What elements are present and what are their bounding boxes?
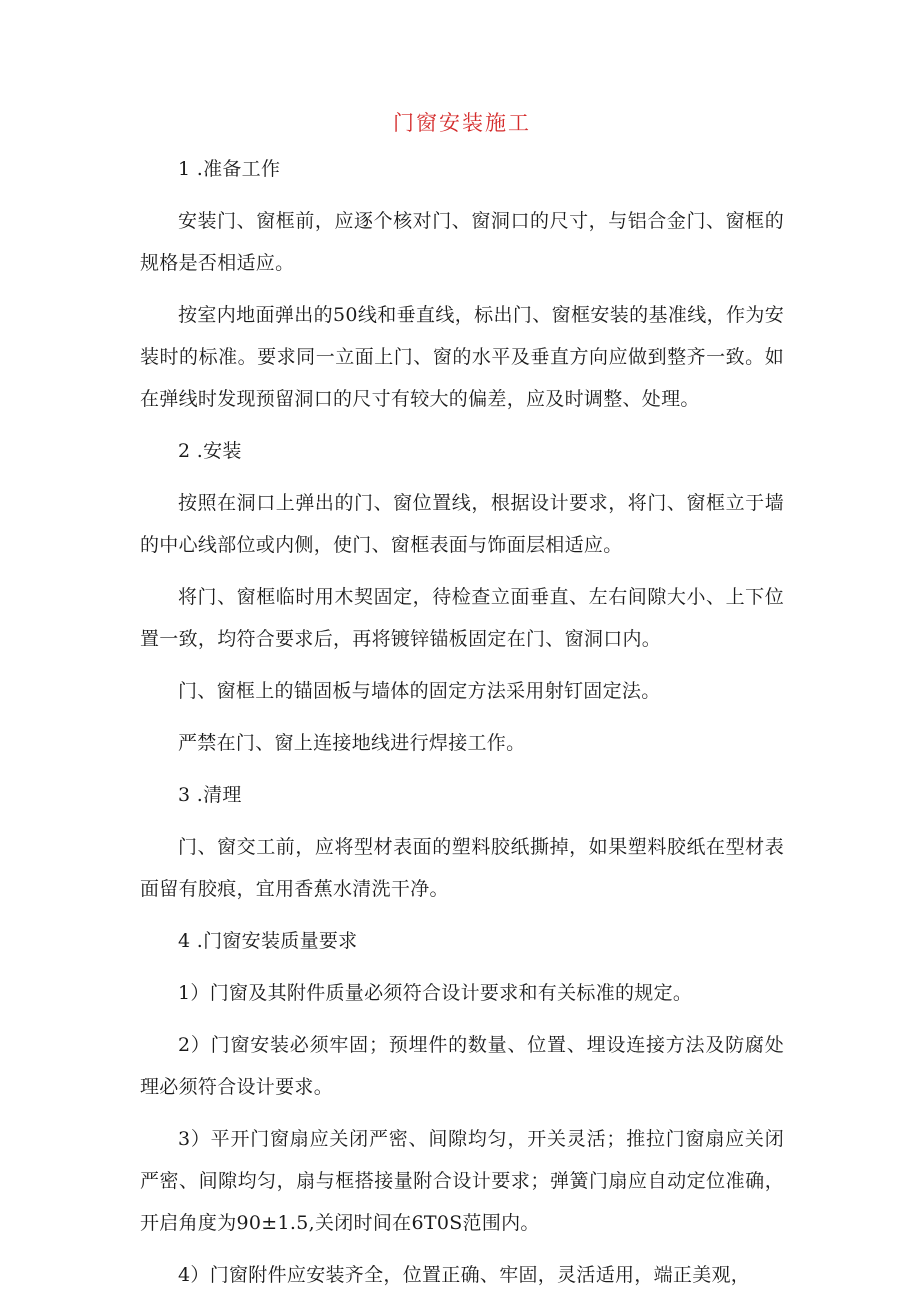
list-item-quality-4: 4）门窗附件应安装齐全，位置正确、牢固，灵活适用，端正美观， (178, 1264, 751, 1286)
paragraph-baseline-marking: 按室内地面弹出的50线和垂直线，标出门、窗框安装的基准线，作为安装时的标准。要求同一立面上门、窗的水平及垂直方向应做到整齐一致。如在弹线时发现预留洞口的尺寸有较大的偏差，应及时调整、处理。 (140, 304, 784, 410)
list-item-quality-1: 1）门窗及其附件质量必须符合设计要求和有关标准的规定。 (178, 982, 693, 1004)
list-item-quality-2: 2）门窗安装必须牢固；预埋件的数量、位置、埋设连接方法及防腐处理必须符合设计要求。 (140, 1034, 784, 1098)
section-heading-installation: 2 .安装 (178, 440, 242, 462)
paragraph-check-openings: 安装门、窗框前，应逐个核对门、窗洞口的尺寸，与铝合金门、窗框的规格是否相适应。 (140, 210, 784, 274)
paragraph-frame-position: 按照在洞口上弹出的门、窗位置线，根据设计要求，将门、窗框立于墙的中心线部位或内侧，使门、窗框表面与饰面层相适应。 (140, 492, 784, 556)
paragraph-anchor-method: 门、窗框上的锚固板与墙体的固定方法采用射钉固定法。 (178, 680, 661, 702)
list-item-quality-3: 3）平开门窗扇应关闭严密、间隙均匀，开关灵活；推拉门窗扇应关闭严密、间隙均匀，扇与框搭接量附合设计要求；弹簧门扇应自动定位准确，开启角度为90±1.5,关闭时间在6T0S范围内。 (140, 1128, 784, 1234)
document-title: 门窗安装施工 (393, 111, 531, 135)
section-heading-preparation: 1 .准备工作 (178, 158, 281, 180)
document-body (140, 108, 784, 1306)
paragraph-cleaning: 门、窗交工前，应将型材表面的塑料胶纸撕掉，如果塑料胶纸在型材表面留有胶痕，宜用香蕉水清洗干净。 (140, 836, 784, 900)
section-heading-cleaning: 3 .清理 (178, 784, 242, 806)
paragraph-temporary-fixing: 将门、窗框临时用木契固定，待检查立面垂直、左右间隙大小、上下位置一致，均符合要求后，再将镀锌锚板固定在门、窗洞口内。 (140, 586, 784, 650)
paragraph-no-welding: 严禁在门、窗上连接地线进行焊接工作。 (178, 732, 526, 754)
section-heading-quality: 4 .门窗安装质量要求 (178, 930, 358, 952)
